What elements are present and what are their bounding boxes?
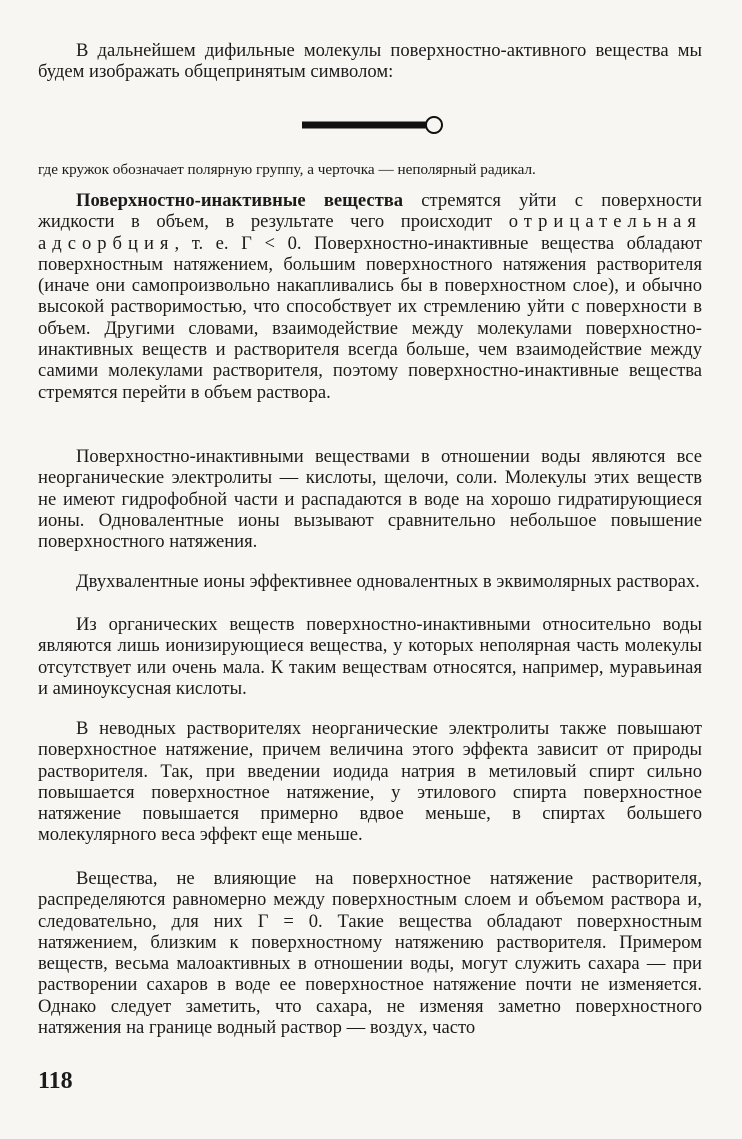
bold-term: Поверхностно-инактивные вещества bbox=[76, 190, 404, 211]
paragraph-divalent-ions: Двухвалентные ионы эффективнее одновалентных в эквимолярных растворах. bbox=[76, 571, 700, 592]
spaced-term: отрицательная адсорбция bbox=[38, 211, 702, 254]
paragraph-nonaqueous-solvents: В неводных растворителях неорганические электролиты также повышают поверхностное натяжение, причем величина этого эффекта зависит от природы растворителя. Так, при введении иодида натрия в метиловый спирт сильно повышается поверхностное натяжение, у этилового спирта поверхностное натяжение повышается примерно вдвое меньше, в спиртах большего молекулярного веса эффект еще меньше. bbox=[38, 718, 702, 846]
symbol-caption: где кружок обозначает полярную группу, а черточка — неполярный радикал. bbox=[38, 161, 536, 178]
surfactant-symbol-icon bbox=[300, 112, 445, 138]
paragraph-electrolytes: Поверхностно-инактивными веществами в отношении воды являются все неорганические электролиты — кислоты, щелочи, соли. Молекулы этих веществ не имеют гидрофобной части и распадаются в воде на хорошо гидратирующиеся ионы. Одновалентные ионы вызывают сравнительно небольшое повышение поверхностного натяжения. bbox=[38, 446, 702, 553]
para1-text-b: , т. е. Г < 0. Поверхностно-инактивные вещества обладают поверхностным натяжением, большим поверхностного натяжения растворителя (иначе они самопроизвольно накапливались бы в поверхностном слое), и обычно высокой растворимостью, что способствует их стремлению уйти с поверхности в объем. Другими словами, взаимодействие между молекулами поверхностно-инактивных веществ и растворителя всегда больше, чем взаимодействие между самими молекулами растворителя, поэтому поверхностно-инактивные вещества стремятся перейти в объем раствора. bbox=[38, 232, 702, 403]
paragraph-inactive-substances bbox=[38, 190, 702, 403]
para1-text-a: стремятся уйти с поверхности жидкости в объем, в результате чего происходит bbox=[38, 190, 702, 233]
paragraph-organic-substances: Из органических веществ поверхностно-инактивными относительно воды являются лишь ионизирующиеся вещества, у которых неполярная часть молекулы отсутствует или очень мала. К таким веществам относятся, например, муравьиная и аминоуксусная кислоты. bbox=[38, 614, 702, 699]
paragraph-neutral-substances: Вещества, не влияющие на поверхностное натяжение растворителя, распределяются равномерно между поверхностным слоем и объемом раствора и, следовательно, для них Г = 0. Такие вещества обладают поверхностным натяжением, близким к поверхностному натяжению растворителя. Примером веществ, весьма малоактивных в отношении воды, могут служить сахара — при растворении сахаров в воде ее поверхностное натяжение почти не изменяется. Однако следует заметить, что сахара, не изменяя заметно поверхностного натяжения на границе водный раствор — воздух, часто bbox=[38, 868, 702, 1039]
intro-paragraph: В дальнейшем дифильные молекулы поверхностно-активного вещества мы будем изображать общепринятым символом: bbox=[38, 40, 702, 83]
page-number: 118 bbox=[38, 1068, 73, 1094]
